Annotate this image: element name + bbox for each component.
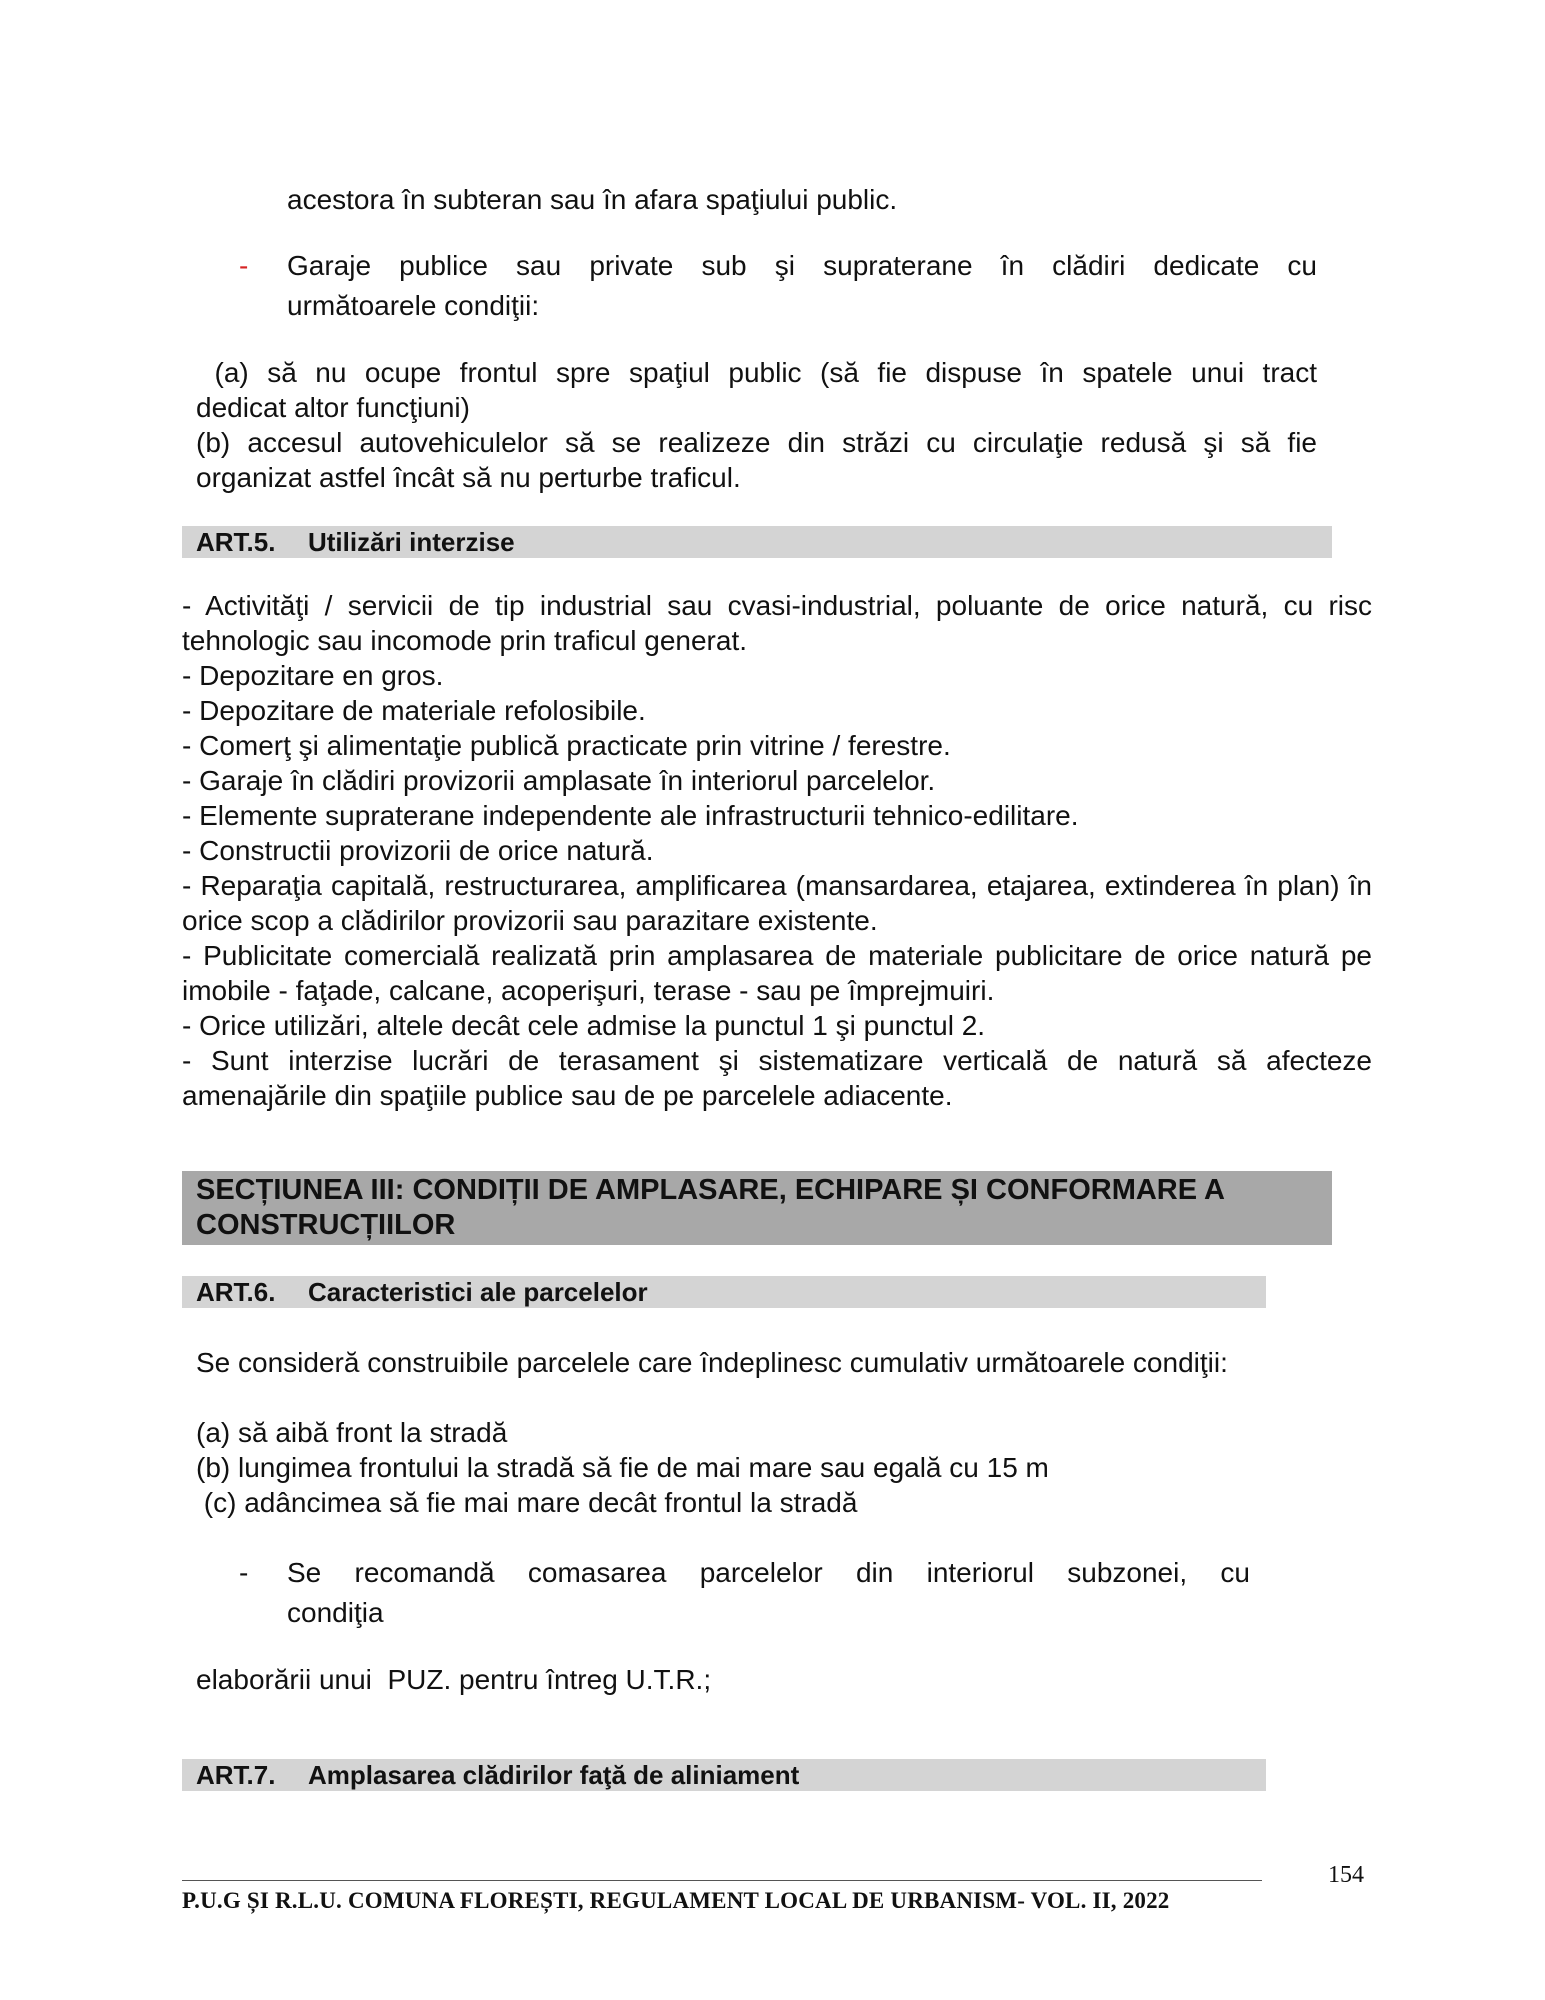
list-item: - Depozitare de materiale refolosibile. xyxy=(182,695,646,726)
art7-heading xyxy=(182,1759,1266,1791)
list-item: - Activităţi / servicii de tip industrial sau cvasi-industrial, poluante de orice natură, cu risc tehnologic sau incomode prin traficul generat. xyxy=(182,590,1372,656)
section-3-heading xyxy=(182,1171,1332,1245)
art6-condition-c: (c) adâncimea să fie mai mare decât frontul la stradă xyxy=(196,1487,858,1518)
list-item: - Constructii provizorii de orice natură. xyxy=(182,835,654,866)
section-3-heading-line-2: CONSTRUCȚIILOR xyxy=(196,1209,456,1241)
list-dash: - xyxy=(239,250,249,281)
continuation-text: acestora în subteran sau în afara spaţiului public. xyxy=(287,184,898,215)
art6-number: ART.6. xyxy=(196,1277,276,1307)
list-item: - Orice utilizări, altele decât cele admise la punctul 1 şi punctul 2. xyxy=(182,1010,986,1041)
condition-b-line-2: organizat astfel încât să nu perturbe traficul. xyxy=(196,462,741,493)
condition-a-line-2: dedicat altor funcţiuni) xyxy=(196,392,470,423)
art6-recommendation-line-2: condiţia xyxy=(287,1597,384,1628)
list-item: - Sunt interzise lucrări de terasament şi sistematizare verticală de natură să afecteze amenajările din spaţiile publice sau de pe parcelele adiacente. xyxy=(182,1045,1372,1111)
art5-list xyxy=(182,588,1372,1113)
garaje-line-2: următoarele condiţii: xyxy=(287,290,540,321)
art5-title: Utilizări interzise xyxy=(308,527,515,557)
footer-divider xyxy=(182,1880,1262,1881)
section-3-heading-line-1: SECȚIUNEA III: CONDIȚII DE AMPLASARE, ECHIPARE ȘI CONFORMARE A xyxy=(196,1174,1226,1206)
list-item: - Comerţ şi alimentaţie publică practicate prin vitrine / ferestre. xyxy=(182,730,951,761)
list-item: - Depozitare en gros. xyxy=(182,660,444,691)
list-item: - Elemente supraterane independente ale infrastructurii tehnico-edilitare. xyxy=(182,800,1079,831)
art6-puz-text: elaborării unui PUZ. pentru întreg U.T.R.; xyxy=(196,1664,712,1695)
art5-heading xyxy=(182,526,1332,558)
art6-heading xyxy=(182,1276,1266,1308)
list-item: - Reparaţia capitală, restructurarea, amplificarea (mansardarea, etajarea, extinderea în plan) în orice scop a clădirilor provizorii sau parazitare existente. xyxy=(182,870,1372,936)
art6-title: Caracteristici ale parcelelor xyxy=(308,1277,648,1307)
art6-condition-b: (b) lungimea frontului la stradă să fie de mai mare sau egală cu 15 m xyxy=(196,1452,1049,1483)
list-item: - Garaje în clădiri provizorii amplasate în interiorul parcelelor. xyxy=(182,765,936,796)
art5-number: ART.5. xyxy=(196,527,276,557)
art7-title: Amplasarea clădirilor faţă de aliniament xyxy=(308,1760,800,1790)
condition-a-line-1: (a) să nu ocupe frontul spre spaţiul public (să fie dispuse în spatele unui tract xyxy=(196,357,1317,388)
page-number: 154 xyxy=(1328,1862,1364,1888)
art6-intro: Se consideră construibile parcelele care îndeplinesc cumulativ următoarele condiţii: xyxy=(196,1347,1228,1378)
list-item: - Publicitate comercială realizată prin amplasarea de materiale publicitare de orice natură pe imobile - faţade, calcane, acoperişuri, terase - sau pe împrejmuiri. xyxy=(182,940,1372,1006)
art6-condition-a: (a) să aibă front la stradă xyxy=(196,1417,508,1448)
art7-number: ART.7. xyxy=(196,1760,276,1790)
art6-recommendation-line-1: Se recomandă comasarea parcelelor din interiorul subzonei, cu xyxy=(287,1557,1250,1588)
condition-b-line-1: (b) accesul autovehiculelor să se realizeze din străzi cu circulaţie redusă şi să fie xyxy=(196,427,1317,458)
footer-title: P.U.G ȘI R.L.U. COMUNA FLOREȘTI, REGULAMENT LOCAL DE URBANISM- VOL. II, 2022 xyxy=(182,1888,1170,1913)
garaje-line-1: Garaje publice sau private sub şi supraterane în clădiri dedicate cu xyxy=(287,250,1317,281)
list-dash: - xyxy=(239,1557,249,1588)
